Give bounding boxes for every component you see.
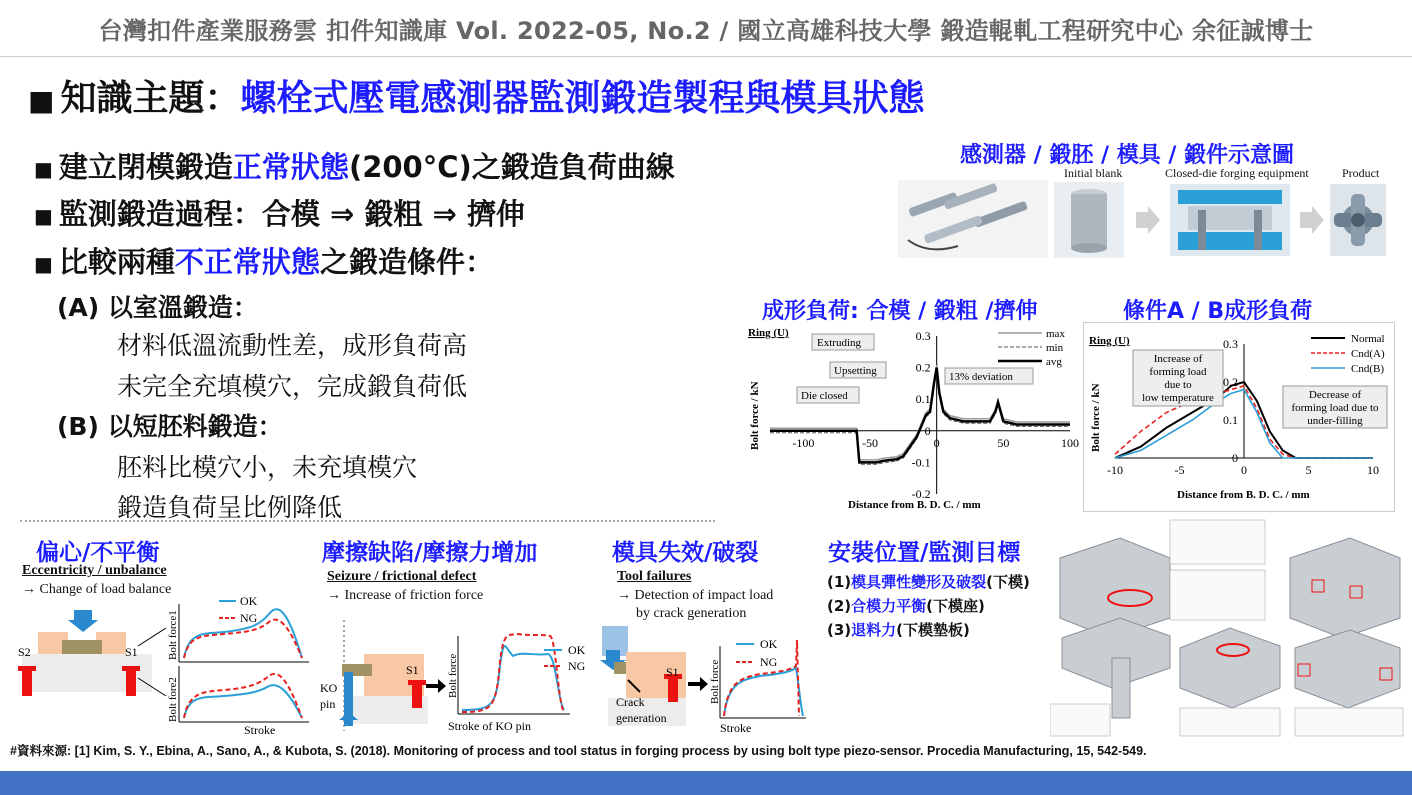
install-item-post: (下模墊板) [896,621,970,639]
chart1-xtick: -50 [862,435,878,450]
label-stroke: Stroke [720,721,752,735]
label-s1: S1 [406,663,419,677]
annot-extruding: Extruding [817,337,861,349]
fric-title: 摩擦缺陷/摩擦力增加 [322,540,538,566]
label-ng: NG [760,655,778,669]
chart1-legend [998,328,1065,368]
install-item-hl: 退料力 [851,621,897,639]
ecc-diagram [14,596,314,736]
fric-en: Seizure / frictional defect [327,569,477,584]
chart1-ytick: -0.1 [911,455,931,470]
label-bolt-force: Bolt force [709,659,721,704]
bullet-3 [34,240,494,281]
footer-bar [0,771,1412,795]
die-assembly-image [1050,518,1405,738]
install-item-num: (2) [827,597,852,615]
label-product: Product [1342,166,1380,180]
arrow-down-icon [68,610,98,632]
tool-title: 模具失效/破裂 [612,540,759,566]
chart1-xlabel: Distance from B. D. C. / mm [848,499,981,511]
install-item-1 [827,571,1030,592]
label-bolt-force: Bolt force [447,653,459,698]
bullet-1 [34,145,675,186]
bullet-square: ■ [34,204,53,228]
chart1-ytick: -0.2 [911,487,931,501]
chart1-ticks [792,329,1079,501]
chart2-annotations [1133,350,1387,428]
install-item-2 [827,595,985,616]
chart2-ytick: 0 [1232,451,1238,465]
label-ok: OK [760,637,778,651]
label-stroke: Stroke [244,723,276,736]
forging-equipment-image [1170,184,1290,256]
label-ok: OK [240,596,258,608]
label-s2: S2 [18,645,31,659]
condition-b-line-2: 鍛造負荷呈比例降低 [117,493,343,522]
bullet-highlight: 不正常狀態 [174,245,320,279]
chart2-legend [1311,333,1385,375]
bullet-text: 比較兩種 [58,245,175,279]
chart1-xtick: 0 [933,435,940,450]
bullet-square: ■ [34,157,53,181]
label-s1: S1 [125,645,138,659]
chart1-ytick: 0.1 [915,392,931,407]
label-s1: S1 [666,665,679,679]
label-generation: generation [616,711,667,725]
topic-label: 知識主題： [60,78,241,119]
legend-min: min [1046,342,1064,354]
initial-blank-image [1071,189,1107,253]
chart1 [740,322,1085,512]
arrow-icon [426,679,446,693]
condition-a-line-1: 材料低溫流動性差，成形負荷高 [117,331,468,360]
header-title: 台灣扣件產業服務雲 扣件知識庫 Vol. 2022-05, No.2 / 國立高雄科技大學 鍛造輥軋工程研究中心 余征誠博士 [98,17,1314,45]
label-ko: KO [320,681,338,695]
label-bf1: Bolt force1 [167,610,179,660]
label-initial-blank: Initial blank [1064,166,1123,180]
label-stroke: Stroke of KO pin [448,719,531,733]
bullet-text: 監測鍛造過程：合模 ⇒ 鍛粗 ⇒ 擠伸 [58,197,525,231]
chart1-ytick: 0.2 [915,360,931,375]
bullet-highlight: 正常狀態 [232,150,349,184]
chart2 [1083,322,1395,512]
chart2-xlabel: Distance from B. D. C. / mm [1177,489,1310,501]
arrow-icon [1300,206,1324,234]
label-equipment: Closed-die forging equipment [1165,166,1309,180]
legend-cndb: Cnd(B) [1351,363,1384,375]
bullet-square: ■ [34,252,53,276]
install-item-post: (下模座) [926,597,985,615]
install-item-post: (下模) [986,573,1030,591]
chart2-ylabel: Bolt force / kN [1090,383,1102,452]
label-ok: OK [568,643,586,657]
legend-max: max [1046,328,1065,340]
annot-deviation: 13% deviation [949,371,1013,383]
condition-a-label: (A) 以室溫鍛造： [57,293,258,322]
chart1-title: 成形負荷: 合模 / 鍛粗 /擠伸 [762,299,1038,324]
bullet-2 [34,192,525,233]
label-ng: NG [568,659,586,673]
arrow-icon [1136,206,1160,234]
chart2-ytick: 0.1 [1223,413,1238,427]
condition-b-line-1: 胚料比模穴小，未充填模穴 [117,453,418,482]
install-item-num: (1) [827,573,852,591]
install-title: 安裝位置/監測目標 [828,540,1021,566]
chart2-ring-label: Ring (U) [1089,335,1130,347]
annot-die-closed: Die closed [801,390,848,402]
source-citation: #資料來源: [1] Kim, S. Y., Ebina, A., Sano, A., & Kubota, S. (2018). Monitoring of process and tool status in forging process by using bolt type piezo-sensor. Procedia Manufacturing, 15, 542-549. [10,744,1147,758]
tool-desc-2: by crack generation [636,606,747,621]
install-item-hl: 合模力平衡 [851,597,927,615]
arrow-icon [688,677,708,691]
annot-upsetting: Upsetting [834,365,877,377]
ecc-desc: → Change of load balance [22,582,172,597]
chart2-xtick: -10 [1107,463,1123,477]
chart2-ytick: 0.2 [1223,375,1238,389]
chart1-ytick: 0 [924,423,931,438]
topic-value: 螺栓式壓電感測器監測鍛造製程與模具狀態 [240,78,925,119]
legend-cnda: Cnd(A) [1351,348,1385,360]
bullet-text: 建立閉模鍛造 [58,150,233,184]
install-item-3 [827,619,970,640]
bullet-text: 之鍛造條件： [319,245,494,279]
label-bf2: Bolt fore2 [167,677,179,722]
condition-a-line-2: 未完全充填模穴，完成鍛負荷低 [117,372,468,401]
install-item-num: (3) [827,621,852,639]
legend-normal: Normal [1351,333,1385,345]
chart2-xtick: 0 [1241,463,1247,477]
bullet-text: (200°C)之鍛造負荷曲線 [348,150,675,184]
chart2-xtick: 5 [1305,463,1312,477]
chart2-xtick: 10 [1367,463,1379,477]
chart1-ring-label: Ring (U) [748,327,789,339]
tool-en: Tool failures [617,569,692,584]
label-pin: pin [320,697,336,711]
chart1-xtick: 100 [1061,435,1079,450]
chart2-title: 條件A / B成形負荷 [1123,299,1313,324]
install-item-hl: 模具彈性變形及破裂 [851,573,987,591]
section-divider [20,520,715,522]
chart1-ylabel: Bolt force / kN [749,381,761,450]
chart2-xtick: -5 [1174,463,1185,477]
topic-title [28,70,925,121]
product-image [1330,184,1386,256]
fric-desc: → Increase of friction force [327,588,484,603]
schematic-image [898,180,1388,260]
ecc-en: Eccentricity / unbalance [22,563,167,578]
chart1-xtick: 50 [997,435,1010,450]
fric-diagram [318,606,598,736]
ecc-title: 偏心/不平衡 [36,540,160,566]
tool-desc-1: → Detection of impact load [617,588,774,603]
chart1-xtick: -100 [792,435,815,450]
condition-b-label: (B) 以短胚料鍛造： [57,412,283,441]
bullet-square: ■ [28,83,55,117]
label-crack: Crack [616,695,645,709]
schematic-title: 感測器 / 鍛胚 / 模具 / 鍛件示意圖 [960,143,1295,168]
chart2-ytick: 0.3 [1223,337,1238,351]
annot-increase: Increase of forming load due to low temperature [1142,353,1214,404]
label-ng: NG [240,611,258,625]
legend-avg: avg [1046,356,1062,368]
annot-decrease: Decrease of forming load due to under-filling [1291,389,1379,427]
tool-diagram [600,622,810,736]
chart1-ytick: 0.3 [915,329,931,343]
